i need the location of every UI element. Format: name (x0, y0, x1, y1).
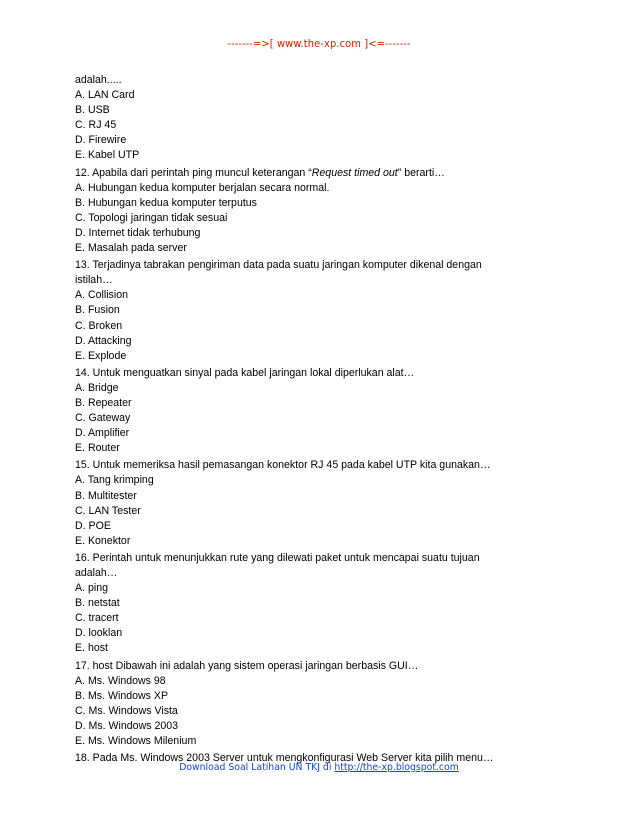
option-d: D. Attacking (75, 334, 132, 347)
question-text: 17. host Dibawah ini adalah yang sistem operasi jaringan berbasis GUI… (75, 659, 419, 672)
option-d: D. Ms. Windows 2003 (75, 719, 179, 732)
option-b: B. netstat (75, 597, 120, 610)
question-text: 14. Untuk menguatkan sinyal pada kabel jaringan lokal diperlukan alat… (75, 366, 415, 379)
question-text-post: ” berarti… (397, 166, 445, 179)
question-text: 18. Pada Ms. Windows 2003 Server untuk mengkonfigurasi Web Server kita pilih menu… (75, 752, 494, 765)
footer-link[interactable]: http://the-xp.blogspot.com (334, 762, 459, 773)
option-c: C. tracert (75, 612, 119, 625)
option-e: E. Explode (75, 349, 127, 362)
option-d: D. Firewire (75, 134, 127, 147)
question-text-continued: istilah… (75, 274, 113, 287)
question-12 (75, 166, 545, 257)
option-a: A. Hubungan kedua komputer berjalan secara normal. (75, 181, 330, 194)
option-c: C. Gateway (75, 412, 131, 425)
footer-text: Download Soal Latihan UN TKJ di (179, 762, 335, 773)
option-b: B. Fusion (75, 304, 120, 317)
intro-block (75, 73, 545, 164)
option-d: D. Internet tidak terhubung (75, 226, 201, 239)
option-c: C. Broken (75, 319, 123, 332)
page-footer (0, 762, 638, 773)
option-e: E. host (75, 642, 108, 655)
option-a: A. ping (75, 582, 108, 595)
option-d: D. POE (75, 519, 111, 532)
question-13 (75, 258, 545, 364)
question-text-pre: 12. Apabila dari perintah ping muncul keterangan “ (75, 166, 312, 179)
option-a: A. Collision (75, 289, 128, 302)
option-c: C. LAN Tester (75, 504, 141, 517)
question-15 (75, 458, 545, 549)
document-body (75, 73, 545, 766)
option-e: E. Ms. Windows Milenium (75, 735, 197, 748)
question-14 (75, 366, 545, 457)
question-text: 16. Perintah untuk menunjukkan rute yang dilewati paket untuk mencapai suatu tujuan (75, 551, 480, 564)
page-header-banner: -------=>[ www.the-xp.com ]<=------- (227, 37, 411, 50)
option-a: A. Bridge (75, 381, 119, 394)
question-text (75, 166, 545, 181)
option-d: D. Amplifier (75, 427, 130, 440)
option-b: B. USB (75, 104, 110, 117)
option-b: B. Multitester (75, 489, 137, 502)
option-c: C. Ms. Windows Vista (75, 704, 178, 717)
option-e: E. Konektor (75, 534, 131, 547)
option-e: E. Kabel UTP (75, 149, 140, 162)
option-b: B. Repeater (75, 396, 132, 409)
option-a: A. Tang krimping (75, 474, 154, 487)
option-a: A. Ms. Windows 98 (75, 674, 166, 687)
question-text: 15. Untuk memeriksa hasil pemasangan konektor RJ 45 pada kabel UTP kita gunakan… (75, 459, 491, 472)
option-c: C. Topologi jaringan tidak sesuai (75, 211, 228, 224)
option-b: B. Ms. Windows XP (75, 689, 169, 702)
question-text: 13. Terjadinya tabrakan pengiriman data pada suatu jaringan komputer dikenal dengan (75, 259, 482, 272)
option-e: E. Router (75, 442, 120, 455)
option-c: C. RJ 45 (75, 119, 117, 132)
option-b: B. Hubungan kedua komputer terputus (75, 196, 257, 209)
question-text-emphasis: Request timed out (311, 166, 398, 179)
option-a: A. LAN Card (75, 89, 135, 102)
question-text-continued: adalah… (75, 567, 118, 579)
option-d: D. looklan (75, 627, 123, 640)
intro-line: adalah..... (75, 74, 122, 86)
question-16 (75, 551, 545, 657)
option-e: E. Masalah pada server (75, 242, 187, 255)
question-17 (75, 659, 545, 750)
